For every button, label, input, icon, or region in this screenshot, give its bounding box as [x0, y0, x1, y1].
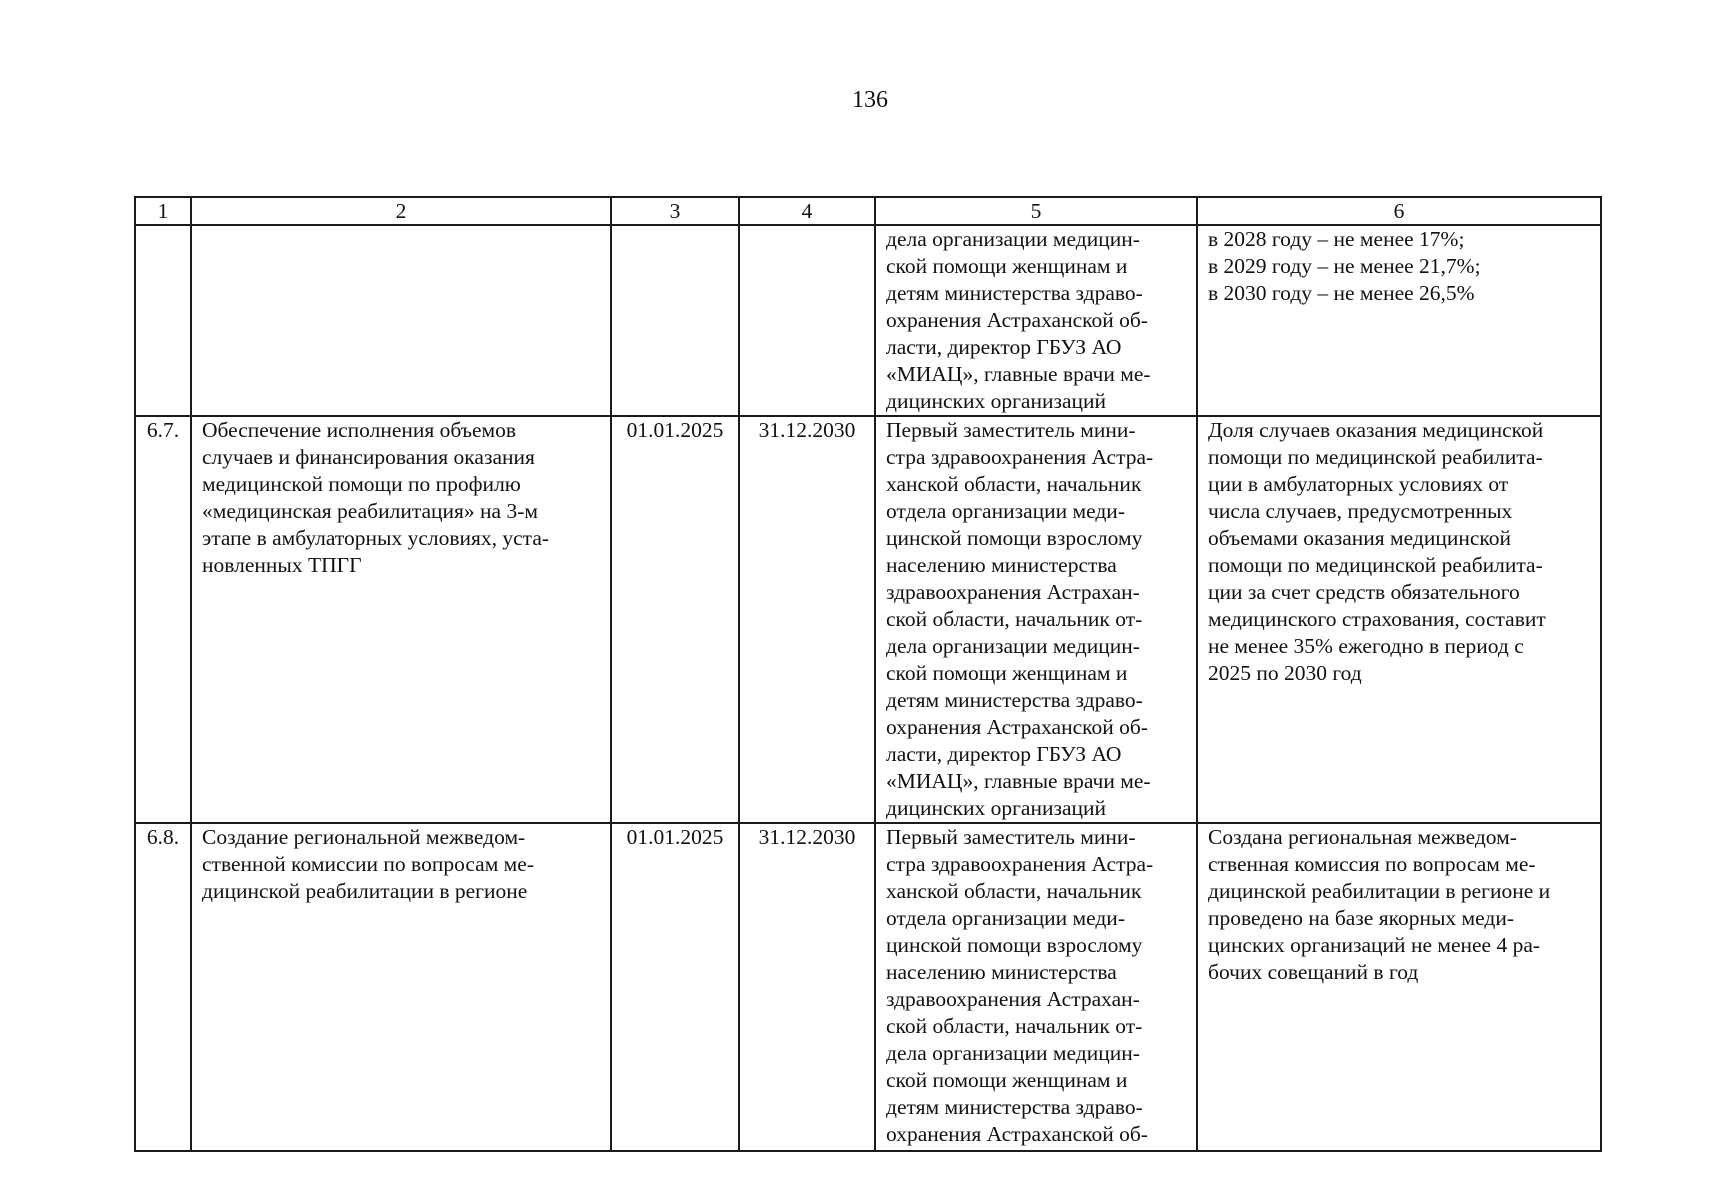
responsible-line: дела организации медицин-: [886, 227, 1140, 251]
responsible-line: ханской области, начальник: [886, 472, 1142, 496]
event-line: Обеспечение исполнения объемов: [202, 418, 516, 442]
column-header-2: 2: [191, 197, 611, 225]
page-number: 136: [852, 87, 888, 113]
event-line: случаев и финансирования оказания: [202, 445, 535, 469]
responsible-line: отдела организации меди-: [886, 499, 1125, 523]
column-number-row: [135, 197, 1601, 225]
result-line: ции в амбулаторных условиях от: [1208, 472, 1509, 496]
responsible-line: охранения Астраханской об-: [886, 308, 1148, 332]
result-line: бочих совещаний в год: [1208, 960, 1419, 984]
row-number-cell: [135, 225, 191, 416]
column-header-1: 1: [135, 197, 191, 225]
event-line: ственной комиссии по вопросам ме-: [202, 852, 534, 876]
result-line: ственная комиссия по вопросам ме-: [1208, 852, 1536, 876]
responsible-line: здравоохранения Астрахан-: [886, 580, 1140, 604]
start-date-cell: [611, 225, 739, 416]
result-line: не менее 35% ежегодно в период с: [1208, 634, 1524, 658]
result-cell: [1197, 416, 1601, 823]
event-cell: [191, 823, 611, 1151]
responsible-line: ласти, директор ГБУЗ АО: [886, 335, 1122, 359]
start-date-cell: 01.01.2025: [611, 823, 739, 1151]
result-line: помощи по медицинской реабилита-: [1208, 553, 1543, 577]
result-line: проведено на базе якорных меди-: [1208, 906, 1515, 930]
result-line: в 2029 году – не менее 21,7%;: [1208, 254, 1481, 278]
event-line: «медицинская реабилитация» на 3-м: [202, 499, 538, 523]
responsible-cell: [875, 823, 1197, 1151]
responsible-line: детям министерства здраво-: [886, 1095, 1143, 1119]
result-line: дицинской реабилитации в регионе и: [1208, 879, 1551, 903]
responsible-line: охранения Астраханской об-: [886, 715, 1148, 739]
responsible-cell: [875, 416, 1197, 823]
responsible-line: цинской помощи взрослому: [886, 526, 1143, 550]
responsible-line: ской помощи женщинам и: [886, 661, 1128, 685]
responsible-line: стра здравоохранения Астра-: [886, 852, 1154, 876]
event-cell: [191, 416, 611, 823]
result-line: в 2028 году – не менее 17%;: [1208, 227, 1465, 251]
responsible-line: детям министерства здраво-: [886, 281, 1143, 305]
responsible-line: ласти, директор ГБУЗ АО: [886, 742, 1122, 766]
responsible-line: ской области, начальник от-: [886, 1014, 1143, 1038]
responsible-cell: [875, 225, 1197, 416]
responsible-line: ханской области, начальник: [886, 879, 1142, 903]
responsible-line: населению министерства: [886, 553, 1117, 577]
row-number-cell: 6.8.: [135, 823, 191, 1151]
start-date-cell: 01.01.2025: [611, 416, 739, 823]
result-line: помощи по медицинской реабилита-: [1208, 445, 1543, 469]
responsible-line: дицинских организаций: [886, 389, 1107, 413]
result-cell: [1197, 823, 1601, 1151]
result-line: 2025 по 2030 год: [1208, 661, 1362, 685]
row-number-cell: 6.7.: [135, 416, 191, 823]
result-line: ции за счет средств обязательного: [1208, 580, 1520, 604]
table-row-6-7: [135, 416, 1601, 823]
responsible-line: отдела организации меди-: [886, 906, 1125, 930]
event-line: дицинской реабилитации в регионе: [202, 879, 528, 903]
result-line: в 2030 году – не менее 26,5%: [1208, 281, 1475, 305]
result-line: Доля случаев оказания медицинской: [1208, 418, 1544, 442]
event-line: этапе в амбулаторных условиях, уста-: [202, 526, 550, 550]
responsible-line: населению министерства: [886, 960, 1117, 984]
table-row-continuation: [135, 225, 1601, 416]
result-line: объемами оказания медицинской: [1208, 526, 1512, 550]
activity-table: [134, 196, 1602, 1152]
result-cell: [1197, 225, 1601, 416]
responsible-line: ской области, начальник от-: [886, 607, 1143, 631]
result-line: цинских организаций не менее 4 ра-: [1208, 933, 1541, 957]
responsible-line: цинской помощи взрослому: [886, 933, 1143, 957]
result-line: Создана региональная межведом-: [1208, 825, 1517, 849]
responsible-line: здравоохранения Астрахан-: [886, 987, 1140, 1011]
result-line: медицинского страхования, составит: [1208, 607, 1546, 631]
responsible-line: охранения Астраханской об-: [886, 1122, 1148, 1146]
end-date-cell: 31.12.2030: [739, 823, 875, 1151]
responsible-line: Первый заместитель мини-: [886, 418, 1136, 442]
responsible-line: дела организации медицин-: [886, 1041, 1140, 1065]
responsible-line: дицинских организаций: [886, 796, 1107, 820]
responsible-line: ской помощи женщинам и: [886, 254, 1128, 278]
responsible-line: стра здравоохранения Астра-: [886, 445, 1154, 469]
event-cell: [191, 225, 611, 416]
event-line: медицинской помощи по профилю: [202, 472, 521, 496]
column-header-5: 5: [875, 197, 1197, 225]
result-line: числа случаев, предусмотренных: [1208, 499, 1513, 523]
responsible-line: «МИАЦ», главные врачи ме-: [886, 769, 1151, 793]
responsible-line: дела организации медицин-: [886, 634, 1140, 658]
end-date-cell: [739, 225, 875, 416]
responsible-line: ской помощи женщинам и: [886, 1068, 1128, 1092]
responsible-line: Первый заместитель мини-: [886, 825, 1136, 849]
event-line: Создание региональной межведом-: [202, 825, 526, 849]
end-date-cell: 31.12.2030: [739, 416, 875, 823]
column-header-3: 3: [611, 197, 739, 225]
column-header-4: 4: [739, 197, 875, 225]
responsible-line: «МИАЦ», главные врачи ме-: [886, 362, 1151, 386]
responsible-line: детям министерства здраво-: [886, 688, 1143, 712]
event-line: новленных ТПГГ: [202, 553, 362, 577]
column-header-6: 6: [1197, 197, 1601, 225]
table-row-6-8: [135, 823, 1601, 1151]
